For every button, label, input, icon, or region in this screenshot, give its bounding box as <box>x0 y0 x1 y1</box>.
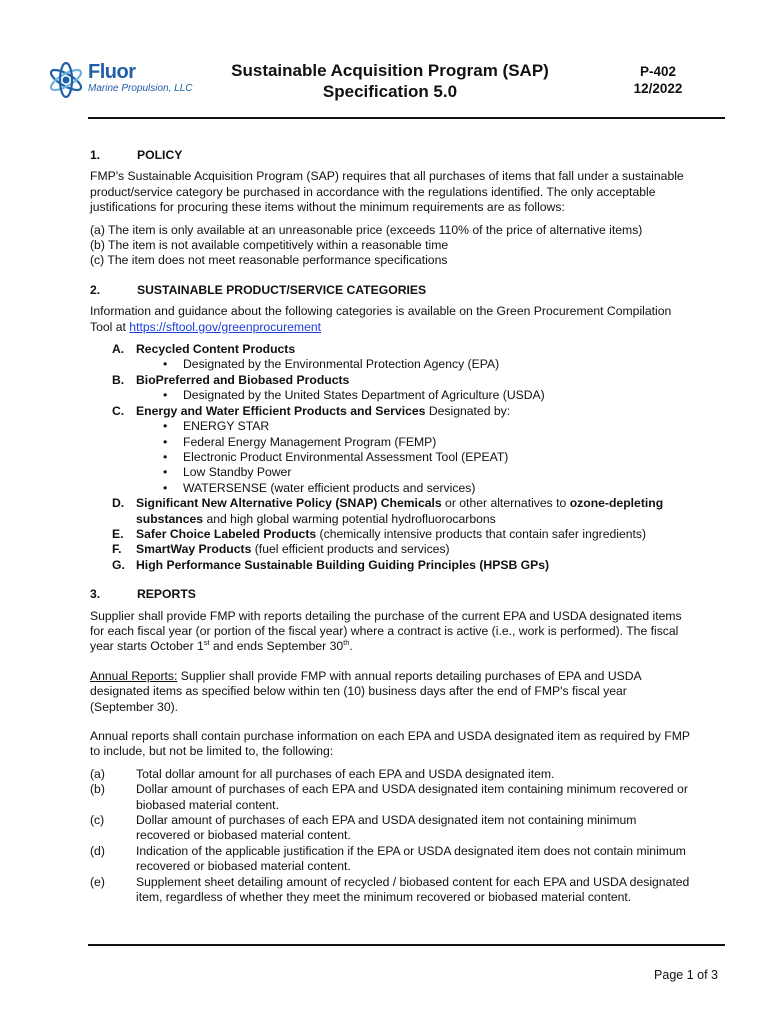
section-title: REPORTS <box>137 587 196 602</box>
category-item: E. Safer Choice Labeled Products (chemically intensive products that contain safer ingredients) <box>112 526 647 541</box>
document-number-block <box>608 63 708 97</box>
annual-reports-paragraph: Annual Reports: Supplier shall provide FMP with annual reports detailing purchases of EPA and USDA designated items as specified below within ten (10) business days after the end of FMP's fiscal year (September 30). <box>90 668 642 714</box>
section-number: 2. <box>90 282 101 297</box>
list-item: • Designated by the United States Department of Agriculture (USDA) <box>163 388 545 403</box>
header-divider <box>88 117 725 119</box>
list-item: • Designated by the Environmental Protection Agency (EPA) <box>163 357 500 372</box>
category-item: F. SmartWay Products (fuel efficient products and services) <box>112 542 450 557</box>
document-date: 12/2022 <box>633 81 683 96</box>
category-list <box>112 342 690 573</box>
footer-divider <box>88 944 725 946</box>
reports-paragraph: Supplier shall provide FMP with reports detailing the purchase of the current EPA and USDA designated items for each fiscal year (or portion of the fiscal year) where a contract is active (i.e., work is performed). The fiscal year starts October 1st and ends September 30th. <box>90 608 682 654</box>
justification-item: (a) The item is only available at an unreasonable price (exceeds 110% of the price of alternative items) <box>90 222 643 237</box>
list-item: • WATERSENSE (water efficient products and services) <box>163 480 476 495</box>
category-item: B. BioPreferred and Biobased Products <box>112 372 350 387</box>
list-item: (a) Total dollar amount for all purchases of each EPA and USDA designated item. <box>90 766 555 781</box>
logo-subtitle: Marine Propulsion, LLC <box>88 83 193 94</box>
justification-item: (b) The item is not available competitively within a reasonable time <box>90 238 449 253</box>
category-item: D. Significant New Alternative Policy (SNAP) Chemicals or other alternatives to ozone-depleting substances and high global warming potential hydrofluorocarbons <box>112 496 664 526</box>
section-number: 3. <box>90 587 101 602</box>
section-1-heading <box>90 148 690 163</box>
list-item: (e) Supplement sheet detailing amount of recycled / biobased content for each EPA and USDA designated item, regardless of whether they meet the minimum recovered or biobased material content. <box>90 874 690 905</box>
document-body <box>90 148 690 905</box>
section-number: 1. <box>90 148 101 162</box>
list-item: (b) Dollar amount of purchases of each EPA and USDA designated item containing minimum recovered or biobased material content. <box>90 782 688 812</box>
section-title: SUSTAINABLE PRODUCT/SERVICE CATEGORIES <box>137 282 427 297</box>
list-item: • Federal Energy Management Program (FEMP) <box>163 434 437 449</box>
category-item: A. Recycled Content Products <box>112 342 296 357</box>
categories-intro: Information and guidance about the following categories is available on the Green Procurement Compilation Tool at https://sftool.gov/greenprocurement <box>90 304 672 334</box>
section-2-heading <box>90 283 690 298</box>
list-item: (c) Dollar amount of purchases of each EPA and USDA designated item not containing minimum recovered or biobased material content. <box>90 813 637 843</box>
requirements-list <box>90 767 690 906</box>
atom-logo-icon <box>46 60 86 100</box>
company-logo <box>46 60 196 100</box>
annual-contents-paragraph: Annual reports shall contain purchase information on each EPA and USDA designated item as required by FMP to include, but not be limited to, the following: <box>90 729 690 759</box>
logo-name: Fluor <box>88 61 136 83</box>
page-number: Page 1 of 3 <box>654 968 718 982</box>
category-item: C. Energy and Water Efficient Products and Services Designated by: <box>112 403 511 418</box>
green-procurement-link[interactable]: https://sftool.gov/greenprocurement <box>129 319 322 334</box>
list-item: (d) Indication of the applicable justification if the EPA or USDA designated item does not contain minimum recovered or biobased material content. <box>90 843 686 874</box>
list-item: • ENERGY STAR <box>163 419 270 434</box>
list-item: • Electronic Product Environmental Assessment Tool (EPEAT) <box>163 449 509 464</box>
document-number: P-402 <box>639 64 677 79</box>
title-line-1: Sustainable Acquisition Program (SAP) <box>231 61 549 80</box>
policy-paragraph: FMP's Sustainable Acquisition Program (SAP) requires that all purchases of items that fall under a sustainable product/service category be purchased in accordance with the regulations identified. The only acceptable justifications for procuring these items without the minimum requirements are as follows: <box>90 169 684 215</box>
justification-item: (c) The item does not meet reasonable performance specifications <box>90 253 448 268</box>
title-line-2: Specification 5.0 <box>322 82 458 101</box>
section-title: POLICY <box>137 148 183 162</box>
category-item: G. High Performance Sustainable Building Guiding Principles (HPSB GPs) <box>112 557 550 572</box>
document-title <box>210 60 570 102</box>
section-3-heading <box>90 587 690 602</box>
list-item: • Low Standby Power <box>163 465 292 480</box>
